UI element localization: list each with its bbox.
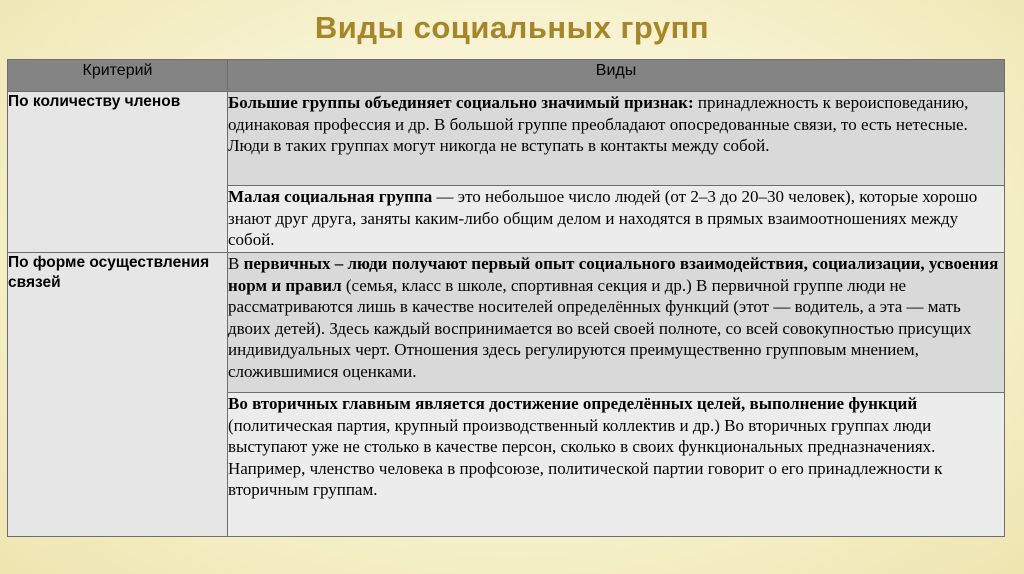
type-text: принадлежность к вероисповеданию, одинаковая профессия и др. В большой группе преобладают опосредованные связи, то есть нетесные. Люди в таких группах могут никогда не вступать в контакты между собой.: [228, 93, 969, 155]
type-text: (политическая партия, крупный производственный коллектив и др.) Во вторичных группах люди выступают уже не столько в качестве персон, сколько в своих функциональных предназначениях. Например, членство человека в профсоюзе, политической партии говорит о его принадлежности к вторичным группам.: [228, 415, 943, 499]
slide-title: Виды социальных групп: [314, 10, 710, 45]
header-types: Виды: [228, 60, 1005, 92]
type-text: — это небольшое число людей (от 2–3 до 20–30 человек), которые хорошо знают друг друга, заняты каким-либо общим делом и находятся в прямых взаимоотношениях между собой.: [228, 187, 978, 249]
type-bold-text: Большие группы объединяет социально значимый признак:: [228, 93, 694, 112]
type-bold-text: Во вторичных главным является достижение определённых целей, выполнение функций: [228, 394, 918, 413]
social-groups-table: [7, 59, 1005, 537]
header-criterion: Критерий: [8, 60, 228, 92]
type-cell-small-group: [228, 186, 1005, 253]
type-cell-secondary-groups: [228, 393, 1005, 537]
type-text: (семья, класс в школе, спортивная секция и др.) В первичной группе люди не рассматриваются лишь в качестве носителей определённых функций (этот — водитель, а эта — мать двоих детей). Здесь каждый воспринимается во всей своей полноте, со всей совокупностью присущих индивидуальных черт. Отношения здесь регулируются преимущественно групповым мнением, сложившимися оценками.: [228, 275, 972, 381]
type-bold-text: Малая социальная группа: [228, 187, 433, 206]
table-row: [8, 253, 1005, 393]
type-cell-primary-groups: [228, 253, 1005, 393]
criterion-cell: По форме осуществления связей: [8, 253, 228, 537]
table-header-row: [8, 60, 1005, 92]
type-cell-large-groups: [228, 92, 1005, 186]
type-bold-text: первичных – люди получают первый опыт социального взаимодействия, социализации, усвоения норм и правил: [228, 254, 999, 295]
table-row: [8, 92, 1005, 186]
type-prefix-text: В: [228, 254, 244, 273]
criterion-cell: По количеству членов: [8, 92, 228, 253]
